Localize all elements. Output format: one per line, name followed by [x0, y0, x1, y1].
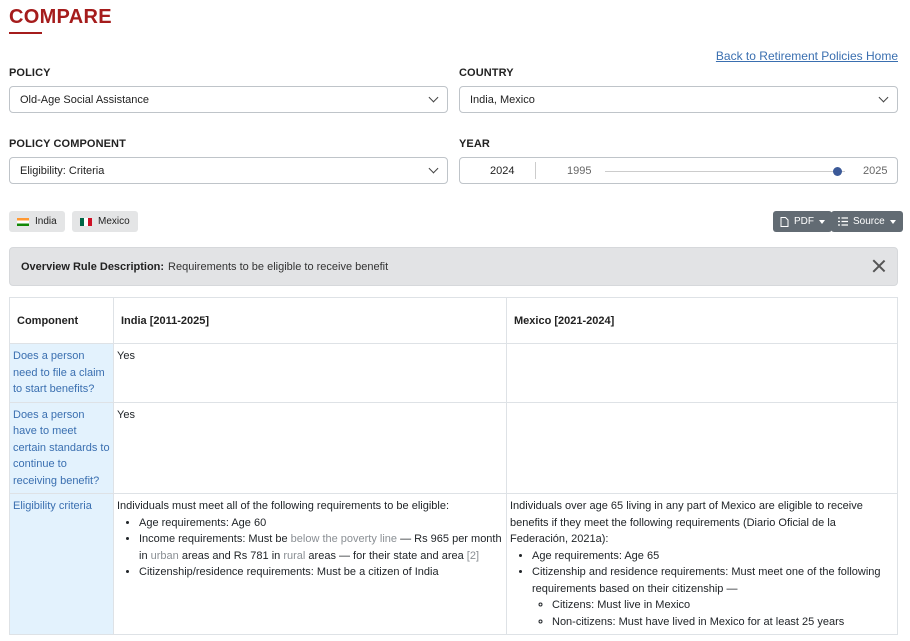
mexico-intro: Individuals over age 65 living in any part of Mexico are eligible to receive benefits if they meet the following requirements (Diario Oficial de la Federación, 2021a):	[510, 500, 863, 545]
chevron-down-icon	[429, 164, 439, 174]
caret-down-icon	[819, 220, 825, 224]
overview-text: Requirements to be eligible to receive benefit	[168, 260, 389, 273]
list-item: • Citizenship/residence requirements: Must be a citizen of India	[139, 564, 503, 581]
income-text: Income requirements: Must be	[139, 533, 288, 545]
page-title: COMPARE	[9, 6, 112, 28]
chip-label-mexico: Mexico	[98, 216, 130, 227]
title-underline	[9, 32, 42, 34]
citizenship-sublist	[552, 597, 894, 630]
citizenship-text: Citizenship and residence requirements: Must meet one of the following requirements based on their citizenship —	[532, 566, 881, 595]
year-label: YEAR	[459, 138, 490, 150]
comparison-table	[9, 297, 898, 635]
list-icon	[838, 217, 848, 226]
policy-component-value: Eligibility: Criteria	[20, 164, 105, 177]
year-control	[459, 157, 898, 184]
year-input[interactable]: 2024	[490, 165, 515, 177]
india-requirements-list	[139, 515, 503, 581]
pdf-label: PDF	[794, 216, 814, 227]
header-component: Component	[10, 298, 114, 344]
component-cell[interactable]: Eligibility criteria	[10, 494, 114, 635]
header-india: India [2011-2025]	[114, 298, 507, 344]
policy-component-select[interactable]	[9, 157, 448, 184]
chevron-down-icon	[879, 93, 889, 103]
component-cell[interactable]: Does a person have to meet certain standards to continue to receiving benefit?	[10, 402, 114, 494]
country-chip-india[interactable]	[9, 211, 65, 232]
list-item: ◦ Citizens: Must live in Mexico	[552, 597, 894, 614]
back-to-home-link[interactable]: Back to Retirement Policies Home	[715, 49, 898, 63]
list-item	[532, 564, 894, 630]
india-intro: Individuals must meet all of the following requirements to be eligible:	[117, 500, 450, 512]
source-button[interactable]	[831, 211, 903, 232]
country-select-value: India, Mexico	[470, 93, 535, 106]
country-label: COUNTRY	[459, 67, 514, 79]
country-chip-mexico[interactable]	[72, 211, 138, 232]
table-row	[10, 494, 898, 635]
year-slider-min: 1995	[567, 165, 592, 177]
income-text: — Rs 965 per month in	[139, 533, 502, 562]
poverty-line-term[interactable]: below the poverty line	[290, 533, 398, 545]
document-icon	[780, 217, 789, 227]
policy-select[interactable]	[9, 86, 448, 113]
component-cell[interactable]: Does a person need to file a claim to start benefits?	[10, 344, 114, 403]
overview-label: Overview Rule Description:	[21, 260, 165, 273]
income-text: areas — for their state and area	[308, 549, 464, 562]
table-row	[10, 402, 898, 494]
india-flag-icon	[17, 218, 29, 226]
close-icon[interactable]	[871, 258, 887, 274]
urban-term[interactable]: urban	[150, 549, 179, 562]
year-slider-track[interactable]	[605, 171, 845, 172]
header-mexico: Mexico [2021-2024]	[507, 298, 898, 344]
source-label: Source	[853, 216, 885, 227]
rural-term[interactable]: rural	[283, 549, 306, 562]
caret-down-icon	[890, 220, 896, 224]
year-divider	[535, 162, 536, 179]
list-item: • Age requirements: Age 60	[139, 515, 503, 532]
mexico-flag-icon	[80, 218, 92, 226]
list-item	[139, 531, 503, 564]
mexico-cell	[507, 494, 898, 635]
chevron-down-icon	[429, 93, 439, 103]
india-cell	[114, 494, 507, 635]
table-row	[10, 344, 898, 403]
chip-label-india: India	[35, 216, 57, 227]
income-text: areas and Rs 781 in	[181, 549, 281, 562]
india-cell: Yes	[114, 402, 507, 494]
policy-component-label: POLICY COMPONENT	[9, 138, 126, 150]
table-header-row	[10, 298, 898, 344]
mexico-cell	[507, 402, 898, 494]
pdf-button[interactable]	[773, 211, 832, 232]
mexico-cell	[507, 344, 898, 403]
list-item: • Age requirements: Age 65	[532, 548, 894, 565]
list-item: ◦ Non-citizens: Must have lived in Mexico for at least 25 years	[552, 614, 894, 631]
year-slider-handle[interactable]	[833, 167, 842, 176]
overview-rule-description	[9, 247, 898, 286]
mexico-requirements-list	[532, 548, 894, 631]
policy-select-value: Old-Age Social Assistance	[20, 93, 150, 106]
india-cell: Yes	[114, 344, 507, 403]
country-select[interactable]	[459, 86, 898, 113]
footnote-link[interactable]: [2]	[466, 549, 480, 562]
year-slider-max: 2025	[863, 165, 888, 177]
policy-label: POLICY	[9, 67, 51, 79]
